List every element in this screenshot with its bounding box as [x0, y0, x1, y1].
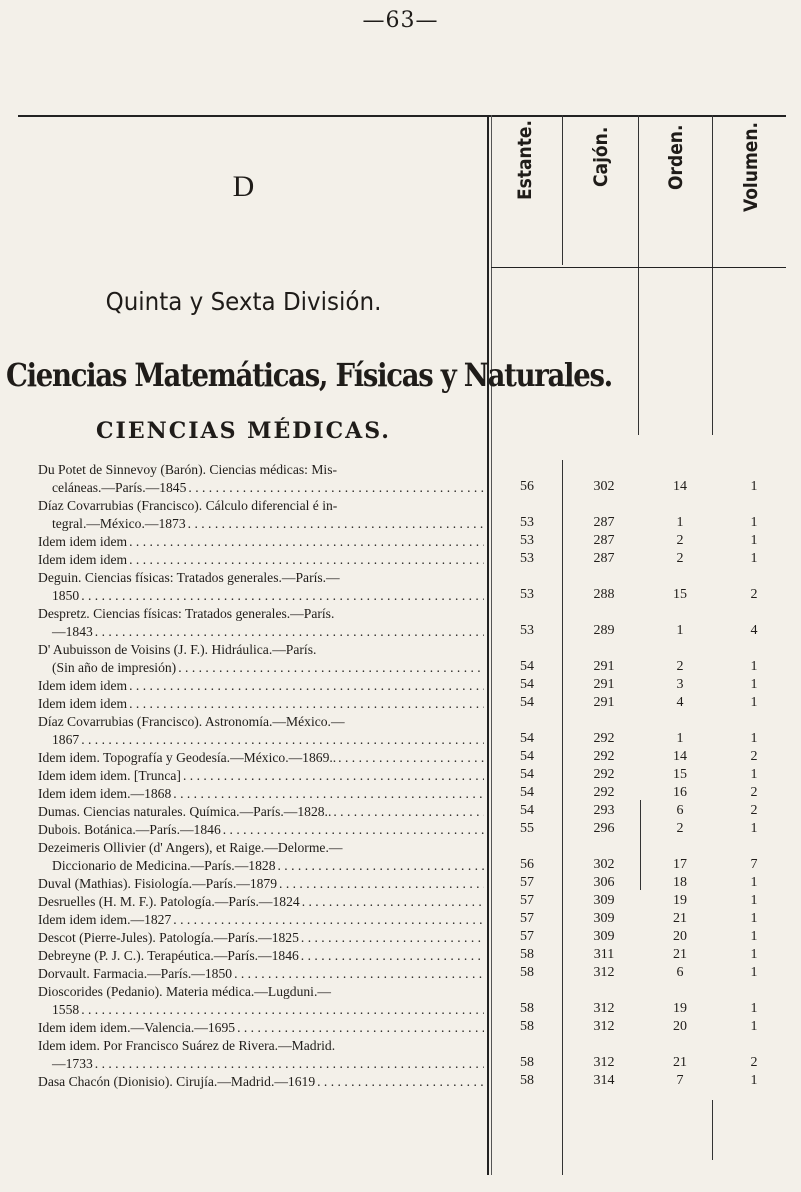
- entry-cajon: 292: [593, 785, 615, 800]
- entry-text: Dioscorides (Pedanio). Materia médica.—Lugduni.—: [38, 984, 331, 999]
- entry-cajon: 293: [593, 803, 615, 818]
- entry-volumen: 1: [750, 929, 758, 944]
- entry-orden: 2: [676, 533, 684, 548]
- entry-text: Dorvault. Farmacia.—París.—1850 . . .: [38, 965, 484, 983]
- entry-estante: 55: [520, 821, 534, 836]
- entry-orden: 4: [676, 695, 684, 710]
- entry-orden: 7: [676, 1073, 684, 1088]
- entry-text: Idem idem idem . . .: [38, 677, 484, 695]
- column-separator-cajon-body: [640, 800, 641, 890]
- catalog-entry: [38, 1073, 484, 1091]
- catalog-entry: [38, 461, 484, 497]
- entry-estante: 54: [520, 785, 534, 800]
- entry-volumen: 2: [750, 749, 758, 764]
- entry-text-continued: 1558 . . .: [38, 1001, 484, 1019]
- column-separator-estante-body: [562, 460, 563, 1175]
- entry-estante: 54: [520, 731, 534, 746]
- catalog-entry: [38, 947, 484, 965]
- catalog-entry: [38, 749, 484, 767]
- entry-cajon: 312: [593, 1019, 615, 1034]
- catalog-entry: [38, 1019, 484, 1037]
- entry-cajon: 287: [593, 551, 615, 566]
- entry-text-continued: celáneas.—París.—1845 . . .: [38, 479, 484, 497]
- entry-estante: 57: [520, 911, 534, 926]
- catalog-entry: [38, 821, 484, 839]
- catalog-entry: [38, 911, 484, 929]
- entry-text: Idem idem idem . . .: [38, 551, 484, 569]
- entry-text: Du Potet de Sinnevoy (Barón). Ciencias médicas: Mis-: [38, 462, 338, 477]
- entry-estante: 57: [520, 929, 534, 944]
- entry-estante: 57: [520, 875, 534, 890]
- entry-text: Idem idem idem.—1827 . . .: [38, 911, 484, 929]
- entry-estante: 53: [520, 551, 534, 566]
- entry-orden: 15: [673, 587, 687, 602]
- entry-volumen: 1: [750, 965, 758, 980]
- entry-volumen: 1: [750, 677, 758, 692]
- catalog-entry: [38, 569, 484, 605]
- entry-estante: 53: [520, 533, 534, 548]
- entry-estante: 54: [520, 749, 534, 764]
- entry-volumen: 1: [750, 911, 758, 926]
- entry-orden: 21: [673, 911, 687, 926]
- entry-orden: 1: [676, 515, 684, 530]
- entry-orden: 21: [673, 947, 687, 962]
- entry-text: Idem idem idem . . .: [38, 533, 484, 551]
- entry-text: Dubois. Botánica.—París.—1846 . . .: [38, 821, 484, 839]
- catalog-entry: [38, 875, 484, 893]
- entry-orden: 20: [673, 929, 687, 944]
- entry-text: Dasa Chacón (Dionisio). Cirujía.—Madrid.—1619 . . .: [38, 1073, 484, 1091]
- column-divider: [487, 115, 489, 1175]
- header-estante: Estante.: [514, 120, 536, 200]
- catalog-entry: [38, 695, 484, 713]
- entry-cajon: 302: [593, 479, 615, 494]
- entry-volumen: 1: [750, 947, 758, 962]
- entry-estante: 53: [520, 515, 534, 530]
- entry-estante: 58: [520, 1073, 534, 1088]
- entry-text: Díaz Covarrubias (Francisco). Cálculo diferencial é in-: [38, 498, 338, 513]
- catalog-entry: [38, 983, 484, 1019]
- entry-cajon: 291: [593, 677, 615, 692]
- entry-cajon: 311: [593, 947, 615, 962]
- entry-estante: 58: [520, 947, 534, 962]
- entry-estante: 58: [520, 1001, 534, 1016]
- entry-cajon: 302: [593, 857, 615, 872]
- entry-cajon: 289: [593, 623, 615, 638]
- entry-cajon: 292: [593, 767, 615, 782]
- entry-volumen: 1: [750, 551, 758, 566]
- catalog-entry: [38, 497, 484, 533]
- catalog-entry: [38, 893, 484, 911]
- catalog-entry: [38, 641, 484, 677]
- entry-orden: 2: [676, 551, 684, 566]
- entry-text: Dezeimeris Ollivier (d' Angers), et Raige.—Delorme.—: [38, 840, 343, 855]
- entry-text: Duval (Mathias). Fisiología.—París.—1879 . . .: [38, 875, 484, 893]
- entry-volumen: 1: [750, 767, 758, 782]
- entry-text-continued: 1850 . . .: [38, 587, 484, 605]
- catalog-letter: D: [232, 170, 255, 203]
- entry-estante: 57: [520, 893, 534, 908]
- entry-estante: 54: [520, 695, 534, 710]
- entry-text: Idem idem. Topografía y Geodesía.—México.—1869.. . . .: [38, 749, 484, 767]
- catalog-entry: [38, 605, 484, 641]
- entry-text: Dumas. Ciencias naturales. Química.—París.—1828.. . . .: [38, 803, 484, 821]
- entry-volumen: 1: [750, 821, 758, 836]
- catalog-entry: [38, 839, 484, 875]
- entry-orden: 14: [673, 479, 687, 494]
- top-rule: [18, 115, 786, 117]
- entry-volumen: 1: [750, 659, 758, 674]
- entry-volumen: 7: [750, 857, 758, 872]
- entry-text-continued: tegral.—México.—1873 . . .: [38, 515, 484, 533]
- entry-text-continued: —1733 . . .: [38, 1055, 484, 1073]
- catalog-entry: [38, 713, 484, 749]
- entry-orden: 17: [673, 857, 687, 872]
- column-separator-cajon: [638, 115, 639, 435]
- entry-cajon: 312: [593, 1001, 615, 1016]
- section-title: Ciencias Matemáticas, Físicas y Naturales.: [6, 356, 612, 394]
- header-cajon: Cajón.: [590, 126, 612, 187]
- header-rule: [491, 267, 786, 268]
- entry-orden: 6: [676, 965, 684, 980]
- entry-orden: 16: [673, 785, 687, 800]
- column-separator-estante: [562, 115, 563, 265]
- entry-estante: 53: [520, 623, 534, 638]
- entry-estante: 56: [520, 479, 534, 494]
- entry-volumen: 2: [750, 587, 758, 602]
- entry-text-continued: (Sin año de impresión) . . .: [38, 659, 484, 677]
- entry-volumen: 1: [750, 1073, 758, 1088]
- entry-text: Díaz Covarrubias (Francisco). Astronomía.—México.—: [38, 714, 345, 729]
- entry-volumen: 2: [750, 1055, 758, 1070]
- entry-volumen: 1: [750, 731, 758, 746]
- entry-volumen: 4: [750, 623, 758, 638]
- catalog-entry: [38, 1037, 484, 1073]
- entry-volumen: 1: [750, 1001, 758, 1016]
- entry-volumen: 1: [750, 479, 758, 494]
- entry-text-continued: —1843 . . .: [38, 623, 484, 641]
- entry-estante: 53: [520, 587, 534, 602]
- entry-cajon: 312: [593, 1055, 615, 1070]
- entry-volumen: 1: [750, 893, 758, 908]
- entry-volumen: 1: [750, 515, 758, 530]
- division-title: Quinta y Sexta División.: [105, 287, 382, 316]
- column-separator-orden-body: [712, 1100, 713, 1160]
- entry-text: D' Aubuisson de Voisins (J. F.). Hidráulica.—París.: [38, 642, 317, 657]
- entry-text: Idem idem idem.—Valencia.—1695 . . .: [38, 1019, 484, 1037]
- entry-text: Deguin. Ciencias físicas: Tratados generales.—París.—: [38, 570, 340, 585]
- entry-cajon: 306: [593, 875, 615, 890]
- subsection-title: CIENCIAS MÉDICAS.: [96, 418, 391, 444]
- entry-text: Idem idem idem. [Trunca] . . .: [38, 767, 484, 785]
- entry-estante: 58: [520, 965, 534, 980]
- entry-estante: 54: [520, 803, 534, 818]
- entry-text: Idem idem idem . . .: [38, 695, 484, 713]
- entry-text: Descot (Pierre-Jules). Patología.—París.—1825 . . .: [38, 929, 484, 947]
- entry-cajon: 309: [593, 911, 615, 926]
- entry-orden: 19: [673, 1001, 687, 1016]
- entry-cajon: 287: [593, 515, 615, 530]
- entry-orden: 15: [673, 767, 687, 782]
- catalog-entry: [38, 551, 484, 569]
- entry-estante: 58: [520, 1019, 534, 1034]
- entry-estante: 54: [520, 767, 534, 782]
- catalog-entry: [38, 767, 484, 785]
- entry-cajon: 309: [593, 929, 615, 944]
- entry-estante: 56: [520, 857, 534, 872]
- catalog-entry: [38, 965, 484, 983]
- entry-orden: 6: [676, 803, 684, 818]
- column-divider-inner: [491, 115, 492, 1175]
- entry-cajon: 312: [593, 965, 615, 980]
- entry-cajon: 291: [593, 659, 615, 674]
- catalog-entry: [38, 785, 484, 803]
- column-separator-orden: [712, 115, 713, 435]
- header-orden: Orden.: [665, 124, 687, 190]
- entry-volumen: 1: [750, 695, 758, 710]
- entry-cajon: 288: [593, 587, 615, 602]
- entry-orden: 18: [673, 875, 687, 890]
- entry-text: Desruelles (H. M. F.). Patología.—París.—1824 . . .: [38, 893, 484, 911]
- entry-volumen: 1: [750, 875, 758, 890]
- catalog-entry: [38, 533, 484, 551]
- entry-volumen: 2: [750, 803, 758, 818]
- entry-volumen: 2: [750, 785, 758, 800]
- entry-text: Idem idem idem.—1868 . . .: [38, 785, 484, 803]
- entry-cajon: 314: [593, 1073, 615, 1088]
- entry-text: Idem idem. Por Francisco Suárez de Rivera.—Madrid.: [38, 1038, 336, 1053]
- entry-cajon: 287: [593, 533, 615, 548]
- entry-orden: 21: [673, 1055, 687, 1070]
- entry-orden: 3: [676, 677, 684, 692]
- entry-orden: 19: [673, 893, 687, 908]
- entry-orden: 1: [676, 731, 684, 746]
- entry-cajon: 292: [593, 749, 615, 764]
- entry-text-continued: 1867 . . .: [38, 731, 484, 749]
- entry-text: Debreyne (P. J. C.). Terapéutica.—París.—1846 . . .: [38, 947, 484, 965]
- entry-text-continued: Diccionario de Medicina.—París.—1828 . . .: [38, 857, 484, 875]
- entry-estante: 54: [520, 677, 534, 692]
- catalog-entry: [38, 677, 484, 695]
- entry-cajon: 291: [593, 695, 615, 710]
- entry-cajon: 296: [593, 821, 615, 836]
- catalog-entry: [38, 803, 484, 821]
- entry-orden: 1: [676, 623, 684, 638]
- entry-volumen: 1: [750, 1019, 758, 1034]
- entry-orden: 14: [673, 749, 687, 764]
- entry-estante: 54: [520, 659, 534, 674]
- entry-orden: 20: [673, 1019, 687, 1034]
- catalog-entry: [38, 929, 484, 947]
- header-volumen: Volumen.: [740, 121, 762, 212]
- entry-text: Despretz. Ciencias físicas: Tratados generales.—París.: [38, 606, 335, 621]
- entry-volumen: 1: [750, 533, 758, 548]
- entry-cajon: 309: [593, 893, 615, 908]
- entry-estante: 58: [520, 1055, 534, 1070]
- entry-cajon: 292: [593, 731, 615, 746]
- entry-orden: 2: [676, 821, 684, 836]
- page-number: —63—: [362, 8, 439, 33]
- entry-orden: 2: [676, 659, 684, 674]
